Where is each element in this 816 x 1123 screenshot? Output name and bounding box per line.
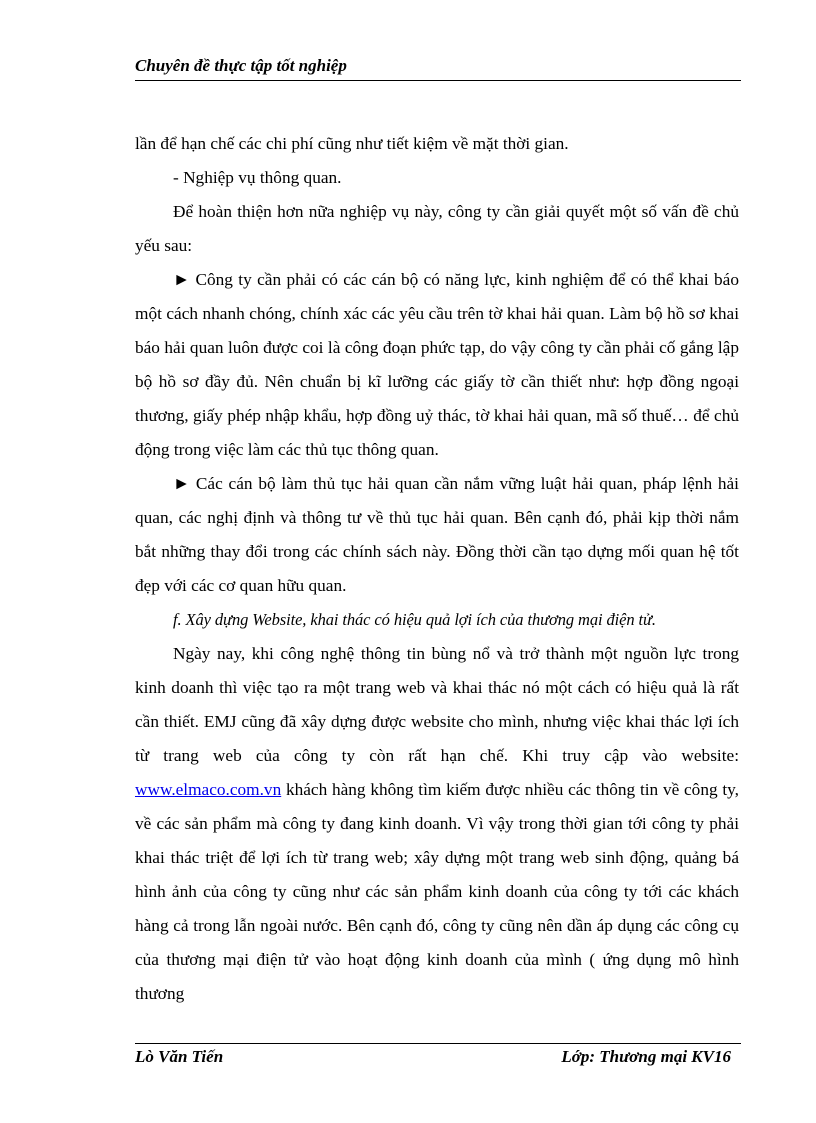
paragraph-1: lần để hạn chế các chi phí cũng như tiết kiệm về mặt thời gian.: [135, 134, 569, 153]
paragraph-4: ► Công ty cần phải có các cán bộ có năng lực, kinh nghiệm để có thể khai báo một cách nhanh chóng, chính xác các yêu cầu trên tờ khai hải quan. Làm bộ hồ sơ khai báo hải quan luôn được coi là công đoạn phức tạp, do vậy công ty cần phải cố gắng lập bộ hồ sơ đầy đủ. Nên chuẩn bị kĩ lưỡng các giấy tờ cần thiết như: hợp đồng ngoại thương, giấy phép nhập khẩu, hợp đồng uỷ thác, tờ khai hải quan, mã số thuế… để chủ động trong việc làm các thủ tục thông quan.: [135, 270, 739, 459]
header-rule: [135, 80, 741, 81]
paragraph-2: - Nghiệp vụ thông quan.: [173, 168, 342, 187]
paragraph-3: Để hoàn thiện hơn nữa nghiệp vụ này, công ty cần giải quyết một số vấn đề chủ yếu sau:: [135, 202, 739, 255]
page-header-title: Chuyên đề thực tập tốt nghiệp: [135, 56, 347, 75]
section-subheading: f. Xây dựng Website, khai thác có hiệu quả lợi ích của thương mại điện tử.: [173, 610, 656, 629]
footer-rule: [135, 1043, 741, 1044]
paragraph-5: ► Các cán bộ làm thủ tục hải quan cần nắm vững luật hải quan, pháp lệnh hải quan, các nghị định và thông tư về thủ tục hải quan. Bên cạnh đó, phải kịp thời nắm bắt những thay đổi trong các chính sách này. Đồng thời cần tạo dựng mối quan hệ tốt đẹp với các cơ quan hữu quan.: [135, 474, 739, 595]
paragraph-6-text-end: khách hàng không tìm kiếm được nhiều các thông tin về công ty, về các sản phẩm mà công ty đang kinh doanh. Vì vậy trong thời gian tới công ty phải khai thác triệt để lợi ích từ trang web; xây dựng một trang web sinh động, quảng bá hình ảnh của công ty cũng như các sản phẩm kinh doanh của công ty tới các khách hàng cả trong lẫn ngoài nước. Bên cạnh đó, công ty cũng nên dần áp dụng các công cụ của thương mại điện tử vào hoạt động kinh doanh của mình ( ứng dụng mô hình thương: [135, 780, 739, 1003]
paragraph-6-text-start: Ngày nay, khi công nghệ thông tin bùng nổ và trở thành một nguồn lực trong kinh doanh thì việc tạo ra một trang web và khai thác nó một cách có hiệu quả là rất cần thiết. EMJ cũng đã xây dựng được website cho mình, nhưng việc khai thác lợi ích từ trang web của công ty còn rất hạn chế. Khi truy cập vào website:: [135, 644, 739, 765]
paragraph-6: [135, 637, 739, 1011]
document-body: [135, 127, 739, 1011]
footer-author: Lò Văn Tiến: [135, 1047, 224, 1066]
website-link[interactable]: www.elmaco.com.vn: [135, 780, 282, 799]
footer-class: Lớp: Thương mại KV16: [561, 1047, 731, 1066]
